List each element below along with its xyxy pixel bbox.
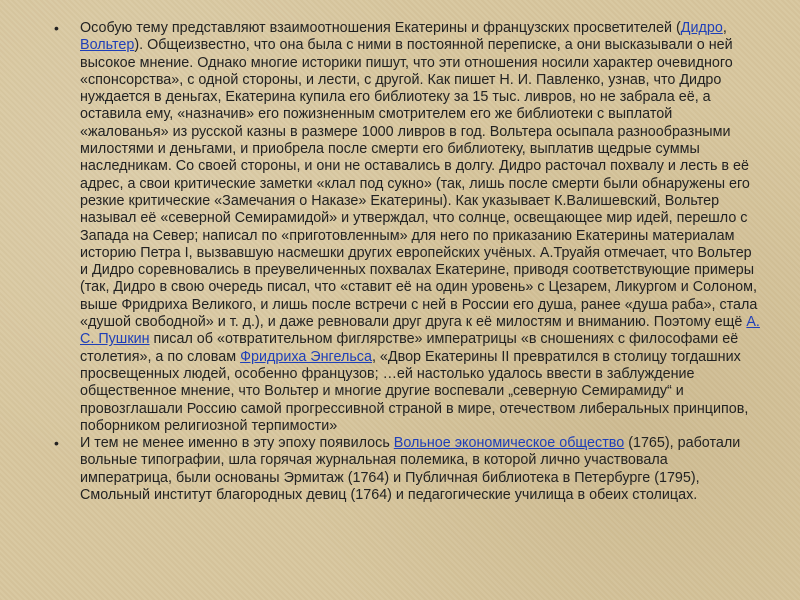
link-pushkin[interactable]: А. С. Пушкин bbox=[80, 314, 760, 348]
text-segment: Особую тему представляют взаимоотношения Екатерины и французских просветителей ( bbox=[80, 20, 681, 36]
text-segment: , «Двор Екатерины II превратился в столицу тогдашних просвещенных людей, особенно французов; …ей настолько удалось ввести в заблуждение общественное мнение, что Вольтер и многие другие воспевали „северную Семирамиду“ и провозглашали Россию самой прогрессивной страной в мире, отечеством либеральных принципов, поборником религиозной терпимости» bbox=[80, 348, 749, 434]
bullet-text bbox=[80, 20, 760, 434]
link-voltaire[interactable]: Вольтер bbox=[80, 37, 135, 54]
bullet-text bbox=[80, 435, 740, 503]
link-engels[interactable]: Фридриха Энгельса bbox=[240, 348, 372, 365]
link-diderot[interactable]: Дидро bbox=[680, 20, 723, 36]
text-segment: (1765), работали вольные типографии, шла горячая журнальная полемика, в которой лично участвовала императрица, были основаны Эрмитаж (1764) и Публичная библиотека в Петербурге (1795), Смольный институт благородных девиц (1764) и педагогические училища в обеих столицах. bbox=[80, 435, 741, 504]
bullet-item-1 bbox=[52, 20, 762, 435]
text-segment: ). Общеизвестно, что она была с ними в постоянной переписке, а они высказывали о ней высокое мнение. Однако многие историки пишут, что эти отношения носили характер очевидного «спонсорства», с одной стороны, и лести, с другой. Как пишет Н. И. Павленко, узнав, что Дидро нуждается в деньгах, Екатерина купила его библиотеку за 15 тыс. ливров, но не забрала её, а оставила ему, «назначив» его пожизненным смотрителем его же библиотеки с выплатой «жалованья» из русской казны в размере 1000 ливров в год. Вольтера осыпала разнообразными милостями и деньгами, и приобрела после смерти его библиотеку, выплатив щедрые суммы наследникам. Со своей стороны, и они не оставались в долгу. Дидро расточал похвалу и лесть в её адрес, а свои критические заметки «клал под сукно» (так, лишь после смерти были обнаружены его резкие критические «Замечания о Наказе» Екатерины). Как указывает К.Валишевский, Вольтер называл её «северной Семирамидой» и утверждал, что солнце, освещающее мир идей, перешло с Запада на Север; написал по «приготовленным» для него по приказанию Екатерины материалам историю Петра I, вызвавшую насмешки других европейских учёных. А.Труайя отмечает, что Вольтер и Дидро соревновались в преувеличенных похвалах Екатерине, приводя соответствующие примеры (так, Дидро в свою очередь писал, что «ставит её на один уровень» с Цезарем, Ликургом и Солоном, выше Фридриха Великого, и лишь после встречи с ней в России его душа, ранее «душа раба», стала «душой свободной» и т. д.), и даже ревновали друг друга к её милостям и вниманию. Поэтому ещё bbox=[80, 37, 758, 331]
bullet-item-2 bbox=[52, 435, 762, 504]
text-segment: писал об «отвратительном фиглярстве» императрицы «в сношениях с философами её столетия», а по словам bbox=[80, 331, 739, 365]
bullet-list bbox=[52, 20, 762, 504]
link-free-economic-society[interactable]: Вольное экономическое общество bbox=[393, 435, 625, 452]
bullet-marker: • bbox=[54, 435, 59, 452]
text-segment: И тем не менее именно в эту эпоху появилось bbox=[80, 435, 394, 452]
bullet-marker: • bbox=[54, 20, 59, 36]
text-segment: , bbox=[722, 20, 727, 36]
